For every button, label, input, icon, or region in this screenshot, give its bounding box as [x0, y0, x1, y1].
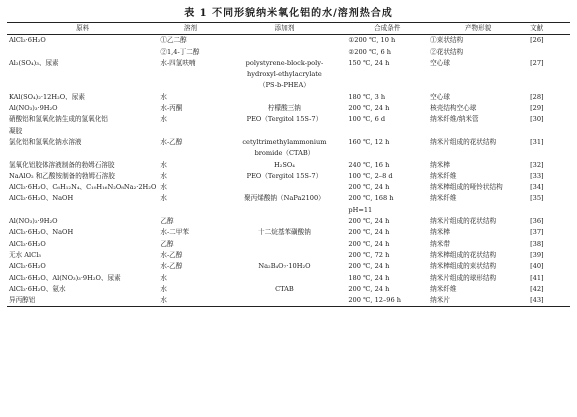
table-row: [7, 126, 570, 137]
table-row: [7, 114, 570, 125]
cell-additive: hydroxyl-ethylacrylate: [247, 70, 322, 79]
cell-morphology: 核壳结构空心球: [430, 104, 477, 113]
cell-conditions: 160 ℃, 12 h: [348, 137, 390, 146]
cell-raw-material: KAl(SO₄)₂·12H₂O、尿素: [9, 92, 85, 101]
cell-conditions: 200 ℃, 24 h: [348, 217, 390, 226]
cell-reference: [27]: [530, 58, 544, 67]
cell-raw-material: [7, 47, 158, 58]
cell-reference: [26]: [530, 36, 544, 45]
cell-raw-material: 异丙醇铝: [7, 295, 158, 307]
cell-conditions: 200 ℃, 24 h: [348, 104, 390, 113]
cell-conditions: 200 ℃, 24 h: [348, 228, 390, 237]
table-row: [7, 47, 570, 58]
header-conditions: 合成条件: [346, 23, 428, 35]
cell-conditions: [346, 126, 428, 137]
cell-raw-material: 氯化铝和氢氧化钠水溶液: [9, 137, 82, 146]
cell-morphology: 纳米棒组成的花状结构: [430, 250, 497, 259]
cell-conditions: 200 ℃, 24 h: [348, 183, 390, 192]
table-row: [7, 92, 570, 103]
table-row: [7, 250, 570, 261]
cell-additive: [223, 126, 347, 137]
cell-reference: [43]: [528, 295, 570, 307]
cell-morphology: 纳米纤维: [430, 194, 457, 203]
cell-raw-material: AlCl₃·6H₂O、NaOH: [9, 228, 74, 237]
cell-morphology: 纳米纤维/纳米管: [430, 115, 479, 124]
table-row: [7, 58, 570, 69]
table-row: [7, 103, 570, 114]
cell-additive: [223, 35, 347, 47]
cell-additive: [223, 250, 347, 261]
cell-reference: [42]: [530, 284, 544, 293]
cell-morphology: [428, 126, 528, 137]
cell-reference: [528, 205, 570, 216]
cell-solvent: 水-乙醇: [160, 137, 183, 146]
cell-reference: [40]: [530, 262, 544, 271]
table-row: [7, 182, 570, 193]
table-row: [7, 227, 570, 238]
cell-raw-material: Al₂(SO₄)₃、尿素: [9, 58, 59, 67]
cell-additive: 十二烷基苯磺酸钠: [258, 228, 311, 237]
synthesis-table: [7, 22, 570, 307]
cell-raw-material: 凝胶: [9, 126, 23, 135]
cell-morphology: 纳米纤维: [430, 171, 457, 180]
cell-solvent: 水: [160, 194, 167, 203]
cell-morphology: [428, 80, 528, 91]
table-row: [7, 160, 570, 171]
cell-additive: H₂SO₄: [273, 160, 295, 169]
cell-reference: [528, 80, 570, 91]
table-row: [7, 284, 570, 295]
table-body: [7, 35, 570, 307]
cell-conditions: 200 ℃, 24 h: [348, 262, 390, 271]
cell-raw-material: AlCl₃·6H₂O: [9, 36, 46, 45]
table-row: [7, 295, 570, 307]
cell-additive: [223, 92, 347, 103]
cell-morphology: 纳米带: [430, 239, 450, 248]
header-reference: 文献: [528, 23, 570, 35]
cell-solvent: [158, 69, 222, 80]
table-row: [7, 80, 570, 91]
cell-additive: [223, 273, 347, 284]
cell-solvent: ②1,4-丁二醇: [160, 47, 200, 56]
table-row: [7, 261, 570, 272]
cell-morphology: 纳米棒组成的束状结构: [430, 262, 497, 271]
cell-conditions: pH=11: [348, 205, 373, 214]
cell-reference: [32]: [530, 160, 544, 169]
cell-raw-material: NaAlO₂ 和乙酸铵制备的勃姆石溶胶: [9, 171, 115, 180]
cell-raw-material: 无水 AlCl₃: [9, 250, 41, 259]
cell-solvent: [158, 148, 222, 159]
cell-morphology: [428, 148, 528, 159]
table-caption: 表 1 不同形貌纳米氧化铝的水/溶剂热合成: [184, 8, 393, 19]
cell-conditions: 200 ℃, 24 h: [348, 284, 390, 293]
cell-solvent: [158, 205, 222, 216]
cell-raw-material: [7, 69, 158, 80]
cell-solvent: 水-二甲苯: [160, 228, 189, 237]
cell-additive: [223, 216, 347, 227]
cell-solvent: 乙醇: [160, 239, 174, 248]
cell-conditions: 200 ℃, 168 h: [348, 194, 394, 203]
cell-conditions: 200 ℃, 12–96 h: [346, 295, 428, 307]
cell-raw-material: AlCl₃·6H₂O、NaOH: [9, 194, 74, 203]
cell-morphology: ②花状结构: [430, 47, 464, 56]
cell-solvent: 水-丙酮: [160, 104, 183, 113]
cell-solvent: 水: [160, 115, 167, 124]
cell-reference: [31]: [530, 137, 544, 146]
cell-additive: [223, 295, 347, 307]
table-row: [7, 69, 570, 80]
cell-raw-material: AlCl₃·6H₂O、氨水: [9, 284, 66, 293]
cell-conditions: [346, 69, 428, 80]
table-row: [7, 273, 570, 284]
cell-conditions: 200 ℃, 24 h: [348, 239, 390, 248]
cell-additive: cetyltrimethylammonium: [242, 137, 327, 146]
cell-raw-material: [7, 80, 158, 91]
cell-additive: [223, 47, 347, 58]
cell-raw-material: 硝酸铝和氢氧化钠生成的氢氧化铝: [9, 115, 108, 124]
cell-morphology: 空心球: [430, 92, 450, 101]
cell-additive: Na₂B₄O₇·10H₂O: [258, 262, 311, 271]
cell-morphology: 纳米片组成的花状结构: [430, 137, 497, 146]
cell-reference: [30]: [530, 115, 544, 124]
cell-reference: [528, 148, 570, 159]
cell-raw-material: AlCl₃·6H₂O: [9, 262, 46, 271]
cell-raw-material: Al(NO₃)₃·9H₂O: [9, 104, 58, 113]
cell-reference: [28]: [530, 92, 544, 101]
cell-raw-material: [7, 205, 158, 216]
table-row: [7, 205, 570, 216]
cell-additive: CTAB: [275, 284, 294, 293]
table-row: [7, 239, 570, 250]
cell-reference: [41]: [530, 273, 544, 282]
cell-raw-material: 氢氧化铝胶体溶液制备的勃姆石溶胶: [9, 160, 115, 169]
cell-additive: PEO（Tergitol 15S-7）: [246, 115, 323, 124]
cell-conditions: ①200 ℃, 10 h: [348, 36, 396, 45]
cell-reference: [29]: [530, 104, 544, 113]
cell-solvent: 水-四氢呋喃: [160, 58, 196, 67]
cell-additive: PEO（Tergitol 15S-7）: [246, 171, 323, 180]
header-solvent: 溶剂: [158, 23, 222, 35]
cell-reference: [33]: [530, 171, 544, 180]
table-row: [7, 137, 570, 148]
cell-conditions: 100 ℃, 2–8 d: [348, 171, 393, 180]
cell-morphology: 空心球: [430, 58, 450, 67]
cell-conditions: 180 ℃, 24 h: [348, 273, 390, 282]
cell-conditions: 200 ℃, 72 h: [348, 250, 390, 259]
cell-morphology: [428, 205, 528, 216]
cell-solvent: 水: [160, 284, 167, 293]
cell-solvent: 水: [160, 171, 167, 180]
cell-solvent: 水: [160, 160, 167, 169]
cell-solvent: 水-乙醇: [160, 250, 183, 259]
cell-solvent: 水: [158, 295, 222, 307]
cell-reference: [528, 126, 570, 137]
cell-morphology: [428, 69, 528, 80]
cell-additive: [223, 182, 347, 193]
cell-morphology: 纳米片: [428, 295, 528, 307]
cell-raw-material: [7, 148, 158, 159]
cell-morphology: 纳米片组成的球形结构: [430, 273, 497, 282]
cell-raw-material: AlCl₃·6H₂O、C₆H₁₂N₄、C₁₀H₁₆N₂O₈Na₂·2H₂O: [9, 183, 157, 192]
cell-reference: [528, 69, 570, 80]
cell-reference: [528, 47, 570, 58]
table-header-row: [7, 23, 570, 35]
cell-reference: [39]: [530, 250, 544, 259]
table-row: [7, 171, 570, 182]
cell-solvent: [158, 80, 222, 91]
cell-conditions: [346, 148, 428, 159]
cell-morphology: 纳米片组成的花状结构: [430, 217, 497, 226]
cell-solvent: 水: [160, 273, 167, 282]
cell-additive: （PS-b-PHEA）: [259, 81, 310, 90]
cell-morphology: 纳米棒: [430, 228, 450, 237]
cell-additive: bromide（CTAB）: [254, 149, 315, 158]
table-row: [7, 193, 570, 204]
cell-solvent: 水-乙醇: [160, 262, 183, 271]
cell-solvent: [158, 126, 222, 137]
header-additive: 添加剂: [223, 23, 347, 35]
cell-raw-material: Al(NO₃)₃·9H₂O: [9, 217, 58, 226]
cell-additive: [223, 205, 347, 216]
cell-solvent: 乙醇: [160, 217, 174, 226]
cell-additive: 聚丙烯酸钠（NaPa2100）: [244, 194, 325, 203]
cell-conditions: [346, 80, 428, 91]
cell-reference: [38]: [530, 239, 544, 248]
table-row: [7, 35, 570, 47]
cell-reference: [37]: [530, 228, 544, 237]
cell-morphology: 纳米纤维: [430, 284, 457, 293]
cell-conditions: 240 ℃, 16 h: [348, 160, 390, 169]
table-row: [7, 216, 570, 227]
cell-additive: [223, 239, 347, 250]
cell-raw-material: AlCl₃·6H₂O、Al(NO₃)₃·9H₂O、尿素: [9, 273, 121, 282]
cell-morphology: 纳米棒组成的哑铃状结构: [430, 183, 503, 192]
header-morphology: 产物形貌: [428, 23, 528, 35]
cell-morphology: ①束状结构: [430, 36, 464, 45]
cell-solvent: ①乙二醇: [160, 36, 187, 45]
cell-additive: 柠檬酸三钠: [267, 104, 301, 113]
cell-conditions: 100 ℃, 6 d: [348, 115, 386, 124]
cell-additive: polystyrene-block-poly-: [245, 58, 324, 67]
cell-conditions: 180 ℃, 3 h: [348, 92, 386, 101]
cell-morphology: 纳米棒: [430, 160, 450, 169]
cell-conditions: ②200 ℃, 6 h: [348, 47, 392, 56]
header-raw-material: 原料: [7, 23, 158, 35]
cell-reference: [36]: [530, 217, 544, 226]
cell-conditions: 150 ℃, 24 h: [348, 58, 390, 67]
cell-raw-material: AlCl₃·6H₂O: [9, 239, 46, 248]
cell-reference: [34]: [530, 183, 544, 192]
cell-reference: [35]: [530, 194, 544, 203]
cell-solvent: 水: [160, 92, 167, 101]
table-row: [7, 148, 570, 159]
cell-solvent: 水: [160, 183, 167, 192]
